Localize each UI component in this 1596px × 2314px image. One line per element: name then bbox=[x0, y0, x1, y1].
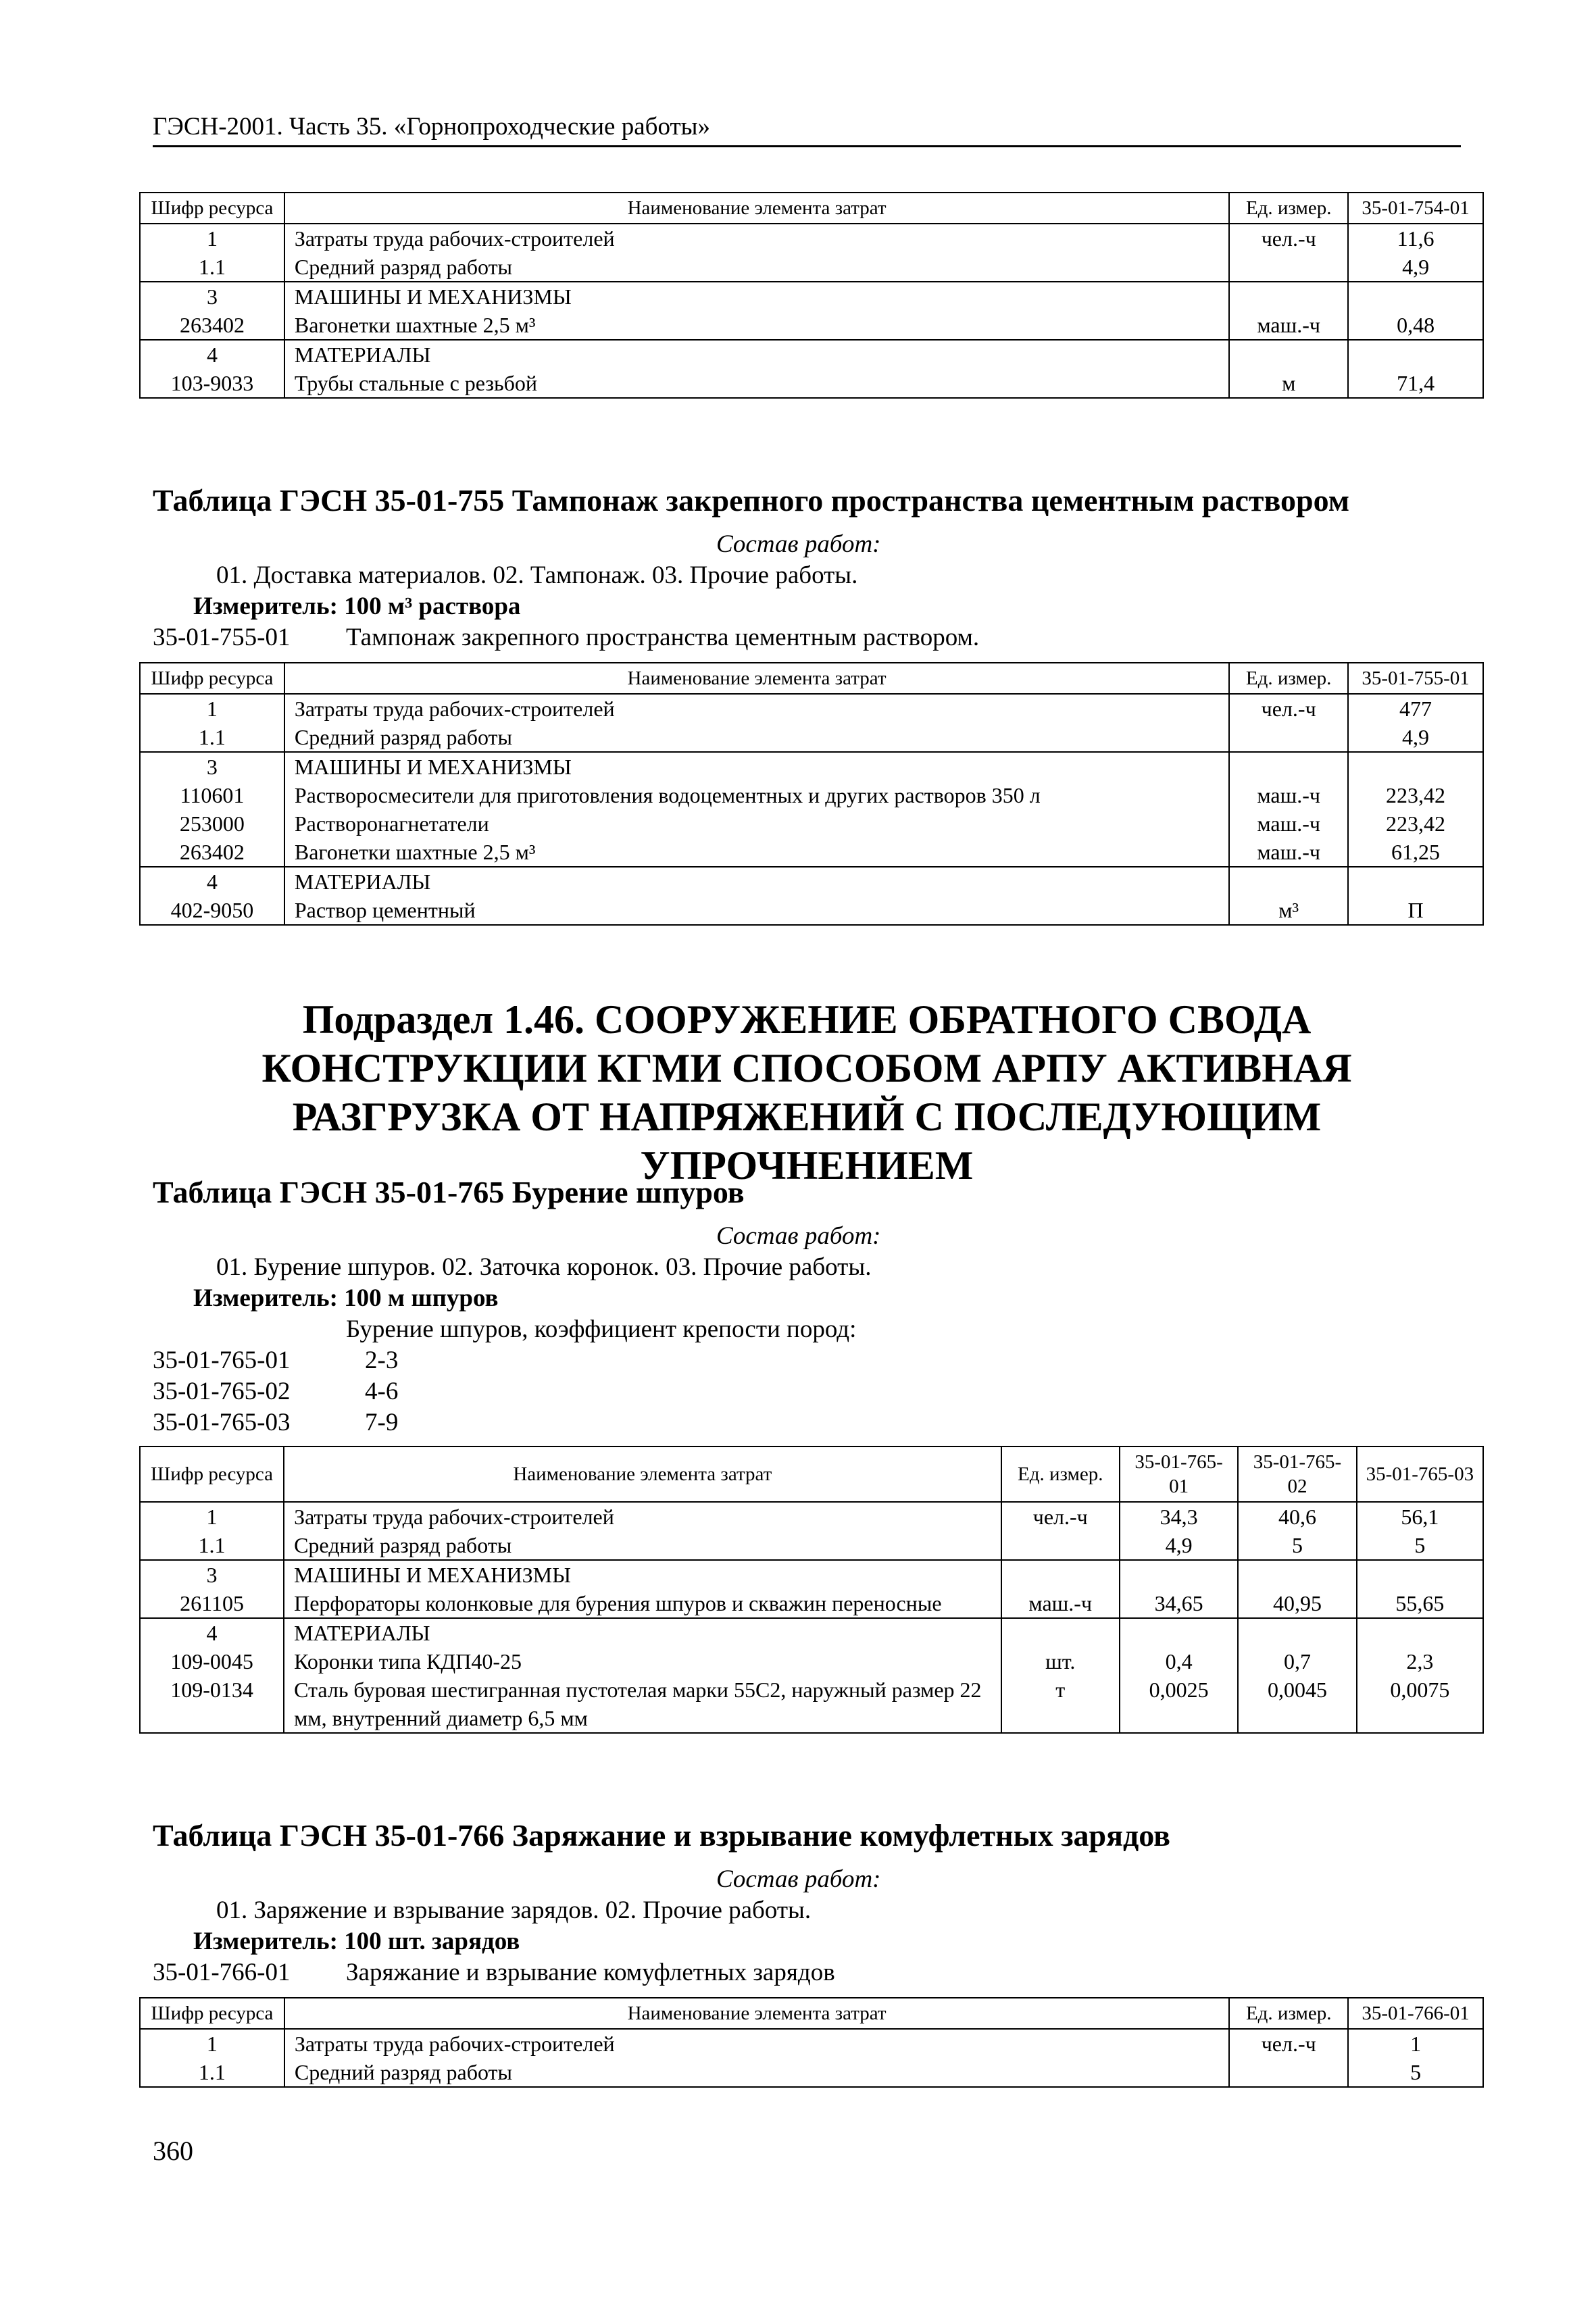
col-header-name: Наименование элемента затрат bbox=[284, 193, 1229, 224]
cell-unit: чел.-ч bbox=[1229, 694, 1348, 723]
cell-code: 103-9033 bbox=[140, 369, 284, 398]
cell-name: Средний разряд работы bbox=[284, 2058, 1229, 2087]
table-row bbox=[140, 2029, 1483, 2058]
cell-code: 1.1 bbox=[140, 723, 284, 752]
cell-name: Раствор цементный bbox=[284, 896, 1229, 925]
cell-value: 5 bbox=[1357, 1531, 1483, 1560]
col-header-norm: 35-01-755-01 bbox=[1348, 663, 1483, 694]
col-header-norm: 35-01-765-01 bbox=[1120, 1447, 1238, 1502]
cell-code: 263402 bbox=[140, 838, 284, 867]
table-row bbox=[140, 253, 1483, 282]
table-title-766: Таблица ГЭСН 35-01-766 Заряжание и взрывание комуфлетных зарядов bbox=[153, 1818, 1170, 1853]
cell-name: МАШИНЫ И МЕХАНИЗМЫ bbox=[284, 282, 1229, 311]
cell-value: 0,0045 bbox=[1238, 1676, 1356, 1733]
cell-code: 261105 bbox=[140, 1589, 284, 1618]
col-header-norm: 35-01-766-01 bbox=[1348, 1998, 1483, 2029]
cell-value: 0,0025 bbox=[1120, 1676, 1238, 1733]
cell-value: 5 bbox=[1238, 1531, 1356, 1560]
cell-name: Средний разряд работы bbox=[284, 253, 1229, 282]
cell-name: МАШИНЫ И МЕХАНИЗМЫ bbox=[284, 1560, 1001, 1589]
cell-code: 4 bbox=[140, 867, 284, 896]
cell-value: 4,9 bbox=[1348, 723, 1483, 752]
cost-table-765 bbox=[139, 1446, 1484, 1734]
cell-code: 109-0134 bbox=[140, 1676, 284, 1733]
cell-unit: м³ bbox=[1229, 896, 1348, 925]
col-header-norm: 35-01-765-02 bbox=[1238, 1447, 1356, 1502]
table-row bbox=[140, 311, 1483, 340]
cell-value: 4,9 bbox=[1348, 253, 1483, 282]
table-row bbox=[140, 723, 1483, 752]
table-header-row bbox=[140, 1447, 1483, 1502]
page-number: 360 bbox=[153, 2136, 193, 2166]
cell-unit bbox=[1229, 340, 1348, 369]
table-row bbox=[140, 838, 1483, 867]
cell-unit: чел.-ч bbox=[1229, 2029, 1348, 2058]
cost-table-754 bbox=[139, 192, 1484, 399]
cell-name: Растворосмесители для приготовления водоцементных и других растворов 350 л bbox=[284, 781, 1229, 809]
table-header-row bbox=[140, 663, 1483, 694]
cell-code: 1.1 bbox=[140, 253, 284, 282]
cell-unit bbox=[1001, 1531, 1120, 1560]
cell-code: 110601 bbox=[140, 781, 284, 809]
cell-value: 223,42 bbox=[1348, 781, 1483, 809]
cell-name: МАТЕРИАЛЫ bbox=[284, 1618, 1001, 1647]
work-composition: 01. Заряжение и взрывание зарядов. 02. Прочие работы. bbox=[216, 1896, 812, 1924]
cell-unit bbox=[1229, 253, 1348, 282]
cell-unit bbox=[1229, 723, 1348, 752]
col-header-unit: Ед. измер. bbox=[1229, 663, 1348, 694]
col-header-name: Наименование элемента затрат bbox=[284, 1447, 1001, 1502]
col-header-unit: Ед. измер. bbox=[1229, 1998, 1348, 2029]
cell-code: 402-9050 bbox=[140, 896, 284, 925]
cell-value: 0,0075 bbox=[1357, 1676, 1483, 1733]
cell-value bbox=[1348, 340, 1483, 369]
cell-unit bbox=[1001, 1618, 1120, 1647]
cell-code: 3 bbox=[140, 752, 284, 781]
cell-unit: маш.-ч bbox=[1229, 838, 1348, 867]
cell-code: 1.1 bbox=[140, 2058, 284, 2087]
col-header-norm: 35-01-765-03 bbox=[1357, 1447, 1483, 1502]
table-row bbox=[140, 867, 1483, 896]
col-header-code: Шифр ресурса bbox=[140, 663, 284, 694]
cost-table-766 bbox=[139, 1997, 1484, 2088]
table-row bbox=[140, 1502, 1483, 1531]
cell-unit: чел.-ч bbox=[1229, 224, 1348, 253]
cell-name: МАШИНЫ И МЕХАНИЗМЫ bbox=[284, 752, 1229, 781]
cell-unit: маш.-ч bbox=[1229, 311, 1348, 340]
cell-name: Затраты труда рабочих-строителей bbox=[284, 224, 1229, 253]
section-heading: Подраздел 1.46. СООРУЖЕНИЕ ОБРАТНОГО СВОДА КОНСТРУКЦИИ КГМИ СПОСОБОМ АРПУ АКТИВНАЯ РАЗГРУЗКА ОТ НАПРЯЖЕНИЙ С ПОСЛЕДУЮЩИМ УПРОЧНЕНИЕМ bbox=[261, 997, 1352, 1188]
cell-value bbox=[1348, 752, 1483, 781]
norm-code: 35-01-765-02 bbox=[153, 1378, 291, 1405]
cell-unit bbox=[1229, 867, 1348, 896]
norm-code: 35-01-765-03 bbox=[153, 1409, 291, 1436]
cell-value bbox=[1120, 1560, 1238, 1589]
norm-name: Заряжание и взрывание комуфлетных зарядов bbox=[346, 1959, 835, 1986]
table-header-row bbox=[140, 193, 1483, 224]
table-row bbox=[140, 340, 1483, 369]
measure-unit: Измеритель: 100 м³ раствора bbox=[193, 593, 521, 620]
cell-code: 4 bbox=[140, 340, 284, 369]
cell-value bbox=[1348, 867, 1483, 896]
table-row bbox=[140, 896, 1483, 925]
cost-table-755 bbox=[139, 662, 1484, 926]
cell-value bbox=[1348, 282, 1483, 311]
col-header-unit: Ед. измер. bbox=[1229, 193, 1348, 224]
cell-value bbox=[1238, 1618, 1356, 1647]
cell-code: 4 bbox=[140, 1618, 284, 1647]
table-row bbox=[140, 1618, 1483, 1647]
col-header-norm: 35-01-754-01 bbox=[1348, 193, 1483, 224]
cell-name: МАТЕРИАЛЫ bbox=[284, 867, 1229, 896]
cell-value: 34,3 bbox=[1120, 1502, 1238, 1531]
cell-name: Затраты труда рабочих-строителей bbox=[284, 694, 1229, 723]
cell-value: 56,1 bbox=[1357, 1502, 1483, 1531]
cell-code: 3 bbox=[140, 1560, 284, 1589]
table-row bbox=[140, 694, 1483, 723]
col-header-name: Наименование элемента затрат bbox=[284, 1998, 1229, 2029]
cell-value: 0,48 bbox=[1348, 311, 1483, 340]
table-title-755: Таблица ГЭСН 35-01-755 Тампонаж закрепного пространства цементным раствором bbox=[153, 483, 1350, 518]
cell-value: 477 bbox=[1348, 694, 1483, 723]
cell-value bbox=[1357, 1560, 1483, 1589]
table-row bbox=[140, 781, 1483, 809]
cell-name: Трубы стальные с резьбой bbox=[284, 369, 1229, 398]
table-row bbox=[140, 369, 1483, 398]
cell-unit: чел.-ч bbox=[1001, 1502, 1120, 1531]
cell-name: МАТЕРИАЛЫ bbox=[284, 340, 1229, 369]
norm-value: 7-9 bbox=[365, 1409, 399, 1436]
cell-value: 34,65 bbox=[1120, 1589, 1238, 1618]
norm-code: 35-01-755-01 bbox=[153, 624, 291, 651]
measure-unit: Измеритель: 100 м шпуров bbox=[193, 1284, 499, 1312]
table-row bbox=[140, 224, 1483, 253]
col-header-name: Наименование элемента затрат bbox=[284, 663, 1229, 694]
col-header-code: Шифр ресурса bbox=[140, 193, 284, 224]
cell-unit: маш.-ч bbox=[1229, 781, 1348, 809]
col-header-code: Шифр ресурса bbox=[140, 1998, 284, 2029]
table-row bbox=[140, 2058, 1483, 2087]
cell-value: 40,6 bbox=[1238, 1502, 1356, 1531]
cell-code: 1 bbox=[140, 1502, 284, 1531]
norm-value: 4-6 bbox=[365, 1378, 399, 1405]
work-composition: 01. Бурение шпуров. 02. Заточка коронок. 03. Прочие работы. bbox=[216, 1253, 872, 1281]
cell-code: 1 bbox=[140, 2029, 284, 2058]
cell-code: 1 bbox=[140, 694, 284, 723]
cell-unit bbox=[1229, 282, 1348, 311]
cell-code: 1.1 bbox=[140, 1531, 284, 1560]
cell-unit: маш.-ч bbox=[1229, 809, 1348, 838]
table-row bbox=[140, 282, 1483, 311]
cell-value: 5 bbox=[1348, 2058, 1483, 2087]
cell-unit: м bbox=[1229, 369, 1348, 398]
cell-name: Коронки типа КДП40-25 bbox=[284, 1647, 1001, 1676]
table-row bbox=[140, 1531, 1483, 1560]
cell-unit bbox=[1001, 1560, 1120, 1589]
cell-value: 11,6 bbox=[1348, 224, 1483, 253]
norm-code: 35-01-765-01 bbox=[153, 1347, 291, 1374]
cell-value: 61,25 bbox=[1348, 838, 1483, 867]
table-row bbox=[140, 1676, 1483, 1733]
cell-value: 4,9 bbox=[1120, 1531, 1238, 1560]
cell-name: Вагонетки шахтные 2,5 м³ bbox=[284, 838, 1229, 867]
cell-code: 253000 bbox=[140, 809, 284, 838]
table-row bbox=[140, 809, 1483, 838]
cell-unit: маш.-ч bbox=[1001, 1589, 1120, 1618]
cell-name: Затраты труда рабочих-строителей bbox=[284, 1502, 1001, 1531]
cell-value: П bbox=[1348, 896, 1483, 925]
measure-unit: Измеритель: 100 шт. зарядов bbox=[193, 1928, 520, 1955]
page-header: ГЭСН-2001. Часть 35. «Горнопроходческие работы» bbox=[153, 112, 1461, 147]
cell-name: Средний разряд работы bbox=[284, 1531, 1001, 1560]
col-header-code: Шифр ресурса bbox=[140, 1447, 284, 1502]
sostav-label: Состав работ: bbox=[716, 530, 881, 558]
cell-value bbox=[1238, 1560, 1356, 1589]
cell-name: Растворонагнетатели bbox=[284, 809, 1229, 838]
table-title-765: Таблица ГЭСН 35-01-765 Бурение шпуров bbox=[153, 1175, 745, 1209]
norm-code: 35-01-766-01 bbox=[153, 1959, 291, 1986]
cell-value: 0,4 bbox=[1120, 1647, 1238, 1676]
cell-unit bbox=[1229, 2058, 1348, 2087]
cell-name: Сталь буровая шестигранная пустотелая марки 55С2, наружный размер 22 мм, внутренний диаметр 6,5 мм bbox=[284, 1676, 1001, 1733]
cell-name: Перфораторы колонковые для бурения шпуров и скважин переносные bbox=[284, 1589, 1001, 1618]
cell-value: 71,4 bbox=[1348, 369, 1483, 398]
cell-code: 3 bbox=[140, 282, 284, 311]
cell-value: 1 bbox=[1348, 2029, 1483, 2058]
cell-value: 2,3 bbox=[1357, 1647, 1483, 1676]
work-composition: 01. Доставка материалов. 02. Тампонаж. 03. Прочие работы. bbox=[216, 561, 858, 589]
sostav-label: Состав работ: bbox=[716, 1222, 881, 1250]
cell-value bbox=[1357, 1618, 1483, 1647]
cell-code: 263402 bbox=[140, 311, 284, 340]
cell-value bbox=[1120, 1618, 1238, 1647]
norm-name: Тампонаж закрепного пространства цементным раствором. bbox=[346, 624, 980, 651]
cell-name: Затраты труда рабочих-строителей bbox=[284, 2029, 1229, 2058]
cell-unit bbox=[1229, 752, 1348, 781]
cell-value: 40,95 bbox=[1238, 1589, 1356, 1618]
cell-name: Вагонетки шахтные 2,5 м³ bbox=[284, 311, 1229, 340]
cell-value: 55,65 bbox=[1357, 1589, 1483, 1618]
table-header-row bbox=[140, 1998, 1483, 2029]
norm-value: 2-3 bbox=[365, 1347, 399, 1374]
cell-value: 0,7 bbox=[1238, 1647, 1356, 1676]
sostav-label: Состав работ: bbox=[716, 1865, 881, 1893]
table-row bbox=[140, 1647, 1483, 1676]
cell-code: 1 bbox=[140, 224, 284, 253]
table-row bbox=[140, 1589, 1483, 1618]
table-row bbox=[140, 1560, 1483, 1589]
table-row bbox=[140, 752, 1483, 781]
cell-unit: т bbox=[1001, 1676, 1120, 1733]
col-header-unit: Ед. измер. bbox=[1001, 1447, 1120, 1502]
cell-name: Средний разряд работы bbox=[284, 723, 1229, 752]
cell-unit: шт. bbox=[1001, 1647, 1120, 1676]
norm-intro: Бурение шпуров, коэффициент крепости пород: bbox=[346, 1315, 857, 1343]
cell-value: 223,42 bbox=[1348, 809, 1483, 838]
cell-code: 109-0045 bbox=[140, 1647, 284, 1676]
